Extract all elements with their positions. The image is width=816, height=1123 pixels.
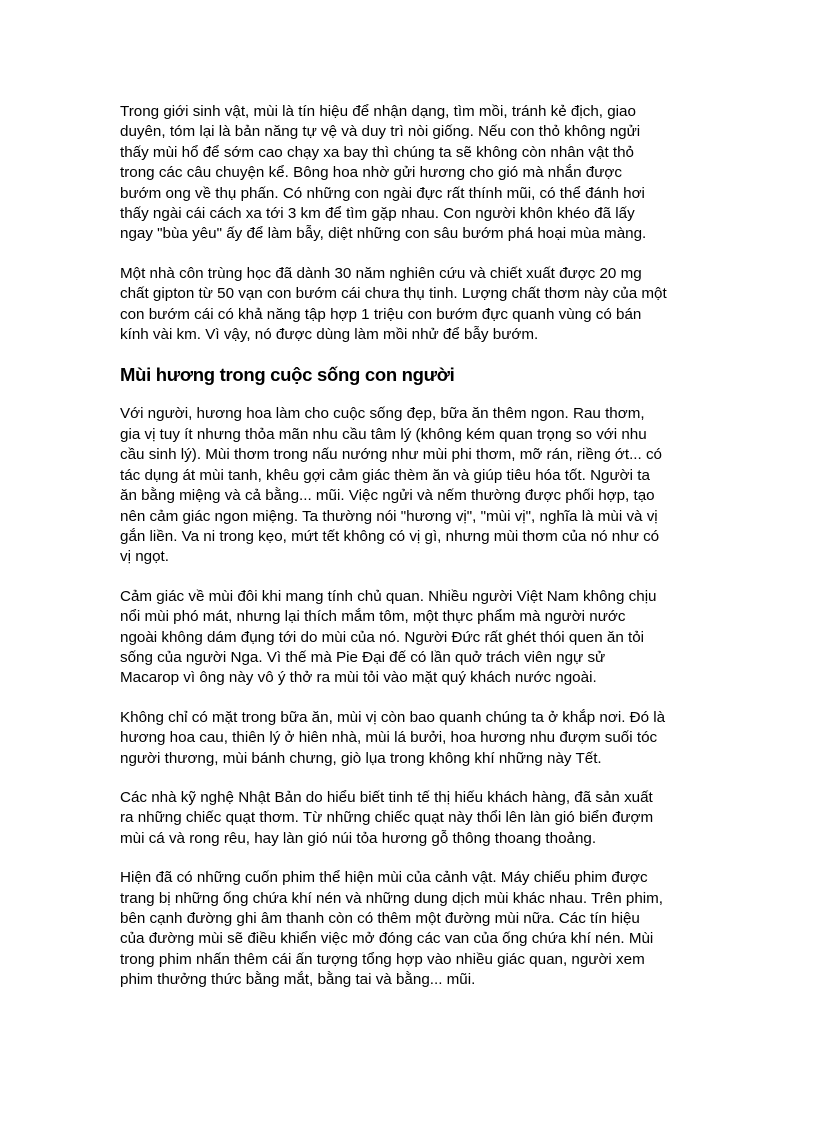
- text-line: người thương, mùi bánh chưng, giò lụa trong không khí những này Tết.: [120, 749, 602, 767]
- text-line: tác dụng át mùi tanh, khêu gợi cảm giác thèm ăn và giúp tiêu hóa tốt. Người ta: [120, 466, 650, 484]
- paragraph-animal-scent: [120, 102, 705, 245]
- text-line: Không chỉ có mặt trong bữa ăn, mùi vị còn bao quanh chúng ta ở khắp nơi. Đó là: [120, 708, 666, 726]
- text-line: ăn bằng miệng và cả bằng... mũi. Việc ngửi và nếm thường được phối hợp, tạo: [120, 487, 655, 505]
- paragraph-human-aroma: [120, 404, 705, 567]
- paragraph-gap: [120, 769, 705, 788]
- text-line: nổi mùi phó mát, nhưng lại thích mắm tôm, một thực phẩm mà người nước: [120, 608, 626, 626]
- document-page: [120, 102, 705, 991]
- text-line: nên cảm giác ngon miệng. Ta thường nói "hương vị", "mùi vị", nghĩa là mùi và vị: [120, 507, 658, 525]
- paragraph-gipton-research: [120, 264, 705, 346]
- text-line: Trong giới sinh vật, mùi là tín hiệu để nhận dạng, tìm mồi, tránh kẻ địch, giao: [120, 103, 636, 120]
- text-line: ngoài không dám đụng tới do mùi của nó. Người Đức rất ghét thói quen ăn tỏi: [120, 628, 645, 646]
- text-line: thấy mùi hổ để sớm cao chạy xa bay thì chúng ta sẽ không còn nhân vật thỏ: [120, 143, 634, 161]
- text-line: duyên, tóm lại là bản năng tự vệ và duy trì nòi giống. Nếu con thỏ không ngửi: [120, 123, 641, 141]
- text-line: Macarop vì ông này vô ý thở ra mùi tỏi vào mặt quý khách nước ngoài.: [120, 669, 597, 687]
- paragraph-gap: [120, 849, 705, 868]
- text-line: hương hoa cau, thiên lý ở hiên nhà, mùi lá bưởi, hoa hương nhu đượm suối tóc: [120, 729, 658, 747]
- text-line: trong phim nhấn thêm cái ấn tượng tổng hợp vào nhiều giác quan, người xem: [120, 950, 645, 968]
- text-line: ngay "bùa yêu" ấy để làm bẫy, diệt những con sâu bướm phá hoại mùa màng.: [120, 225, 647, 243]
- section-heading: Mùi hương trong cuộc sống con người: [120, 364, 455, 386]
- text-line: vị ngọt.: [120, 548, 169, 566]
- text-line: sống của người Nga. Vì thế mà Pie Đại đế có lần quở trách viên ngự sử: [120, 648, 606, 666]
- text-line: bên cạnh đường ghi âm thanh còn có thêm một đường mùi nữa. Các tín hiệu: [120, 910, 640, 927]
- text-line: gắn liền. Va ni trong kẹo, mứt tết không có vị gì, nhưng mùi thơm của nó như có: [120, 527, 660, 545]
- text-line: Một nhà côn trùng học đã dành 30 năm nghiên cứu và chiết xuất được 20 mg: [120, 264, 642, 282]
- text-line: ra những chiếc quạt thơm. Từ những chiếc quạt này thổi lên làn gió biển đượm: [120, 809, 654, 827]
- paragraph-gap: [120, 387, 705, 404]
- paragraph-everyday-scents: [120, 708, 705, 769]
- paragraph-gap: [120, 568, 705, 587]
- text-line: phim thưởng thức bằng mắt, bằng tai và bằng... mũi.: [120, 971, 476, 989]
- text-line: con bướm cái có khả năng tập hợp 1 triệu con bướm đực quanh vùng có bán: [120, 305, 642, 323]
- text-line: mùi cá và rong rêu, hay làn gió núi tỏa hương gỗ thông thoang thoảng.: [120, 829, 597, 847]
- text-line: của đường mùi sẽ điều khiển việc mở đóng các van của ống chứa khí nén. Mùi: [120, 930, 654, 948]
- paragraph-subjective-smell: [120, 587, 705, 689]
- paragraph-scent-films: [120, 868, 705, 990]
- text-line: trang bị những ống chứa khí nén và những dung dịch mùi khác nhau. Trên phim,: [120, 889, 664, 907]
- text-line: kính vài km. Vì vậy, nó được dùng làm mồi nhử để bẫy bướm.: [120, 326, 539, 344]
- text-line: Với người, hương hoa làm cho cuộc sống đẹp, bữa ăn thêm ngon. Rau thơm,: [120, 405, 645, 423]
- text-line: thấy ngài cái cách xa tới 3 km để tìm gặp nhau. Con người khôn khéo đã lấy: [120, 205, 635, 223]
- text-line: Các nhà kỹ nghệ Nhật Bản do hiểu biết tinh tế thị hiếu khách hàng, đã sản xuất: [120, 788, 653, 806]
- paragraph-gap: [120, 245, 705, 264]
- text-line: trong các câu chuyện kể. Bông hoa nhờ gửi hương cho gió mà nhắn được: [120, 164, 622, 182]
- paragraph-scented-fans: [120, 788, 705, 849]
- text-line: cầu sinh lý). Mùi thơm trong nấu nướng như mùi phi thơm, mỡ rán, riềng ớt... có: [120, 446, 663, 464]
- text-line: Cảm giác về mùi đôi khi mang tính chủ quan. Nhiều người Việt Nam không chịu: [120, 587, 657, 605]
- paragraph-gap: [120, 345, 705, 363]
- paragraph-gap: [120, 689, 705, 708]
- text-line: bướm ong về thụ phấn. Có những con ngài đực rất thính mũi, có thể đánh hơi: [120, 184, 645, 202]
- text-line: Hiện đã có những cuốn phim thể hiện mùi của cảnh vật. Máy chiếu phim được: [120, 869, 648, 887]
- text-line: chất gipton từ 50 vạn con bướm cái chưa thụ tinh. Lượng chất thơm này của một: [120, 285, 667, 303]
- text-line: gia vị tuy ít nhưng thỏa mãn nhu cầu tâm lý (không kém quan trọng so với nhu: [120, 425, 647, 443]
